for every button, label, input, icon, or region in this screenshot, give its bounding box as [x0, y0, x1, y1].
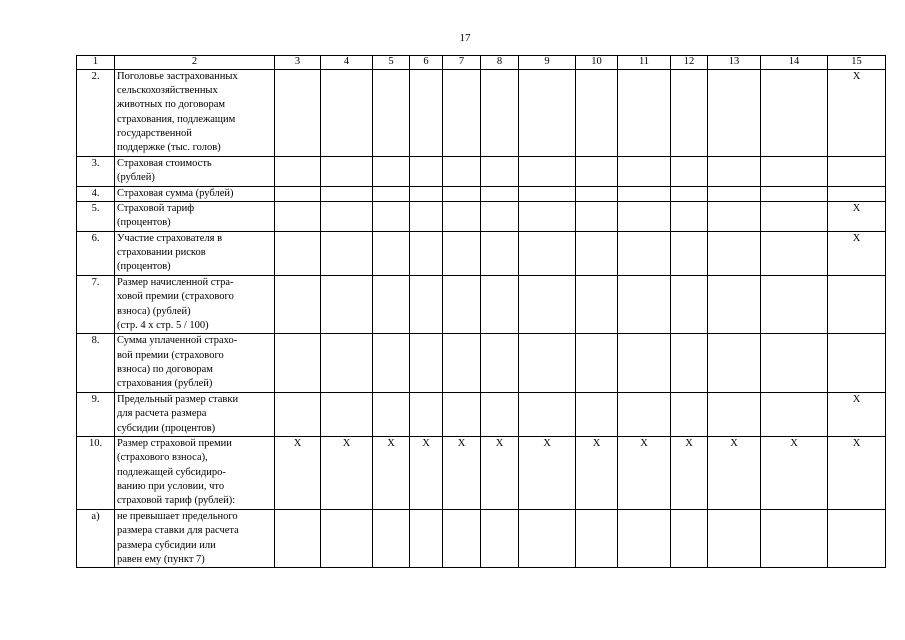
- row-label: [115, 275, 275, 334]
- data-cell: [321, 392, 373, 436]
- row-label-line: страхования, подлежащим: [117, 113, 236, 125]
- data-cell: [576, 69, 618, 156]
- data-cell: [519, 392, 576, 436]
- table-row: [77, 231, 886, 275]
- data-cell: [410, 275, 443, 334]
- row-label-line: Размер страховой премии: [117, 437, 232, 449]
- column-number-header: 8: [481, 56, 519, 70]
- data-cell: [443, 186, 481, 201]
- column-number-header: 5: [373, 56, 410, 70]
- row-label-line: (рублей): [117, 172, 155, 184]
- row-label-line: страхования (рублей): [117, 378, 213, 390]
- row-label: [115, 231, 275, 275]
- data-cell: [443, 231, 481, 275]
- data-cell: [761, 156, 828, 186]
- data-cell: [761, 392, 828, 436]
- data-cell: [576, 201, 618, 231]
- data-cell: [761, 69, 828, 156]
- not-applicable-mark: X: [671, 436, 708, 509]
- data-cell: [618, 275, 671, 334]
- data-cell: [481, 275, 519, 334]
- column-number-header: 11: [618, 56, 671, 70]
- column-number-header: 6: [410, 56, 443, 70]
- data-cell: [618, 186, 671, 201]
- data-cell: [321, 201, 373, 231]
- data-cell: [761, 334, 828, 393]
- data-cell: [671, 69, 708, 156]
- data-cell: [481, 186, 519, 201]
- data-cell: [576, 186, 618, 201]
- row-label-line: Страховая сумма (рублей): [117, 187, 234, 199]
- data-cell: [481, 201, 519, 231]
- not-applicable-mark: X: [410, 436, 443, 509]
- data-cell: [708, 392, 761, 436]
- data-cell: [671, 334, 708, 393]
- row-label-line: ховой премии (страхового: [117, 291, 234, 303]
- data-cell: [443, 201, 481, 231]
- row-number: 9.: [77, 392, 115, 436]
- data-cell: [576, 392, 618, 436]
- row-number: а): [77, 509, 115, 568]
- not-applicable-mark: X: [481, 436, 519, 509]
- data-cell: [443, 69, 481, 156]
- data-cell: [443, 334, 481, 393]
- column-number-header: 9: [519, 56, 576, 70]
- not-applicable-mark: X: [828, 231, 886, 275]
- data-cell: [410, 509, 443, 568]
- column-number-header: 10: [576, 56, 618, 70]
- row-label-line: (процентов): [117, 261, 171, 273]
- table-row: [77, 201, 886, 231]
- data-cell: [410, 392, 443, 436]
- row-label: [115, 201, 275, 231]
- not-applicable-mark: X: [576, 436, 618, 509]
- data-cell: [321, 69, 373, 156]
- row-label-line: размера субсидии или: [117, 539, 216, 551]
- page-number: 17: [459, 32, 471, 44]
- row-label-line: государственной: [117, 128, 192, 140]
- data-cell: [481, 334, 519, 393]
- data-cell: [275, 231, 321, 275]
- data-cell: [761, 231, 828, 275]
- data-cell: [373, 186, 410, 201]
- data-cell: [576, 509, 618, 568]
- data-cell: [481, 156, 519, 186]
- row-label-line: Размер начисленной стра-: [117, 276, 234, 288]
- data-cell: [410, 334, 443, 393]
- data-cell: [321, 231, 373, 275]
- data-cell: [618, 201, 671, 231]
- row-label-line: Поголовье застрахованных: [117, 70, 238, 82]
- data-cell: [519, 509, 576, 568]
- not-applicable-mark: X: [828, 69, 886, 156]
- not-applicable-mark: X: [275, 436, 321, 509]
- data-cell: [519, 69, 576, 156]
- table-row: [77, 436, 886, 509]
- data-cell: [519, 334, 576, 393]
- data-cell: [618, 334, 671, 393]
- data-cell: [618, 156, 671, 186]
- table-row: [77, 156, 886, 186]
- data-cell: [671, 392, 708, 436]
- data-cell: [275, 334, 321, 393]
- data-cell: [576, 156, 618, 186]
- row-number: 3.: [77, 156, 115, 186]
- data-cell: [481, 69, 519, 156]
- row-label-line: взноса) по договорам: [117, 364, 213, 376]
- row-number: 4.: [77, 186, 115, 201]
- data-cell: [519, 275, 576, 334]
- row-label-line: страховании рисков: [117, 247, 206, 259]
- row-number: 10.: [77, 436, 115, 509]
- row-label-line: для расчета размера: [117, 408, 207, 420]
- row-number: 8.: [77, 334, 115, 393]
- data-cell: [708, 156, 761, 186]
- not-applicable-mark: X: [761, 436, 828, 509]
- row-label-line: Сумма уплаченной страхо-: [117, 335, 238, 347]
- not-applicable-mark: X: [321, 436, 373, 509]
- row-number: 5.: [77, 201, 115, 231]
- row-label: [115, 69, 275, 156]
- data-cell: [708, 509, 761, 568]
- row-label: [115, 186, 275, 201]
- column-number-header: 3: [275, 56, 321, 70]
- row-label-line: животных по договорам: [117, 99, 226, 111]
- row-label-line: подлежащей субсидиро-: [117, 466, 226, 478]
- not-applicable-mark: X: [828, 201, 886, 231]
- data-cell: [828, 334, 886, 393]
- row-label-line: поддержке (тыс. голов): [117, 142, 221, 154]
- data-cell: [275, 156, 321, 186]
- data-cell: [671, 231, 708, 275]
- table-row: [77, 392, 886, 436]
- data-cell: [519, 156, 576, 186]
- data-cell: [373, 201, 410, 231]
- data-cell: [618, 231, 671, 275]
- data-cell: [410, 156, 443, 186]
- data-cell: [373, 334, 410, 393]
- data-cell: [828, 509, 886, 568]
- row-label-line: не превышает предельного: [117, 510, 238, 522]
- row-label-line: (стр. 4 х стр. 5 / 100): [117, 319, 209, 331]
- data-cell: [708, 334, 761, 393]
- data-cell: [481, 509, 519, 568]
- data-cell: [481, 231, 519, 275]
- data-cell: [410, 231, 443, 275]
- data-cell: [761, 186, 828, 201]
- column-number-header: 7: [443, 56, 481, 70]
- data-cell: [519, 201, 576, 231]
- data-cell: [373, 156, 410, 186]
- data-cell: [481, 392, 519, 436]
- row-label-line: ванию при условии, что: [117, 481, 225, 493]
- data-cell: [671, 509, 708, 568]
- data-cell: [443, 156, 481, 186]
- row-label: [115, 334, 275, 393]
- row-label-line: Страховая стоимость: [117, 157, 212, 169]
- data-cell: [410, 201, 443, 231]
- row-label-line: Участие страхователя в: [117, 232, 223, 244]
- row-label-line: взноса) (рублей): [117, 305, 191, 317]
- data-cell: [828, 156, 886, 186]
- data-cell: [828, 275, 886, 334]
- data-cell: [373, 231, 410, 275]
- column-number-header: 13: [708, 56, 761, 70]
- data-cell: [373, 69, 410, 156]
- data-cell: [708, 201, 761, 231]
- data-cell: [410, 69, 443, 156]
- data-cell: [275, 186, 321, 201]
- table-row: [77, 69, 886, 156]
- data-cell: [443, 275, 481, 334]
- column-number-header: 12: [671, 56, 708, 70]
- data-cell: [708, 275, 761, 334]
- column-number-header: 1: [77, 56, 115, 70]
- data-cell: [708, 69, 761, 156]
- row-label-line: страховой тариф (рублей):: [117, 495, 236, 507]
- not-applicable-mark: X: [828, 392, 886, 436]
- table-row: [77, 186, 886, 201]
- row-number: 2.: [77, 69, 115, 156]
- data-cell: [519, 186, 576, 201]
- table-row: [77, 509, 886, 568]
- column-number-header: 14: [761, 56, 828, 70]
- not-applicable-mark: X: [828, 436, 886, 509]
- data-cell: [443, 509, 481, 568]
- row-label-line: сельскохозяйственных: [117, 84, 218, 96]
- data-cell: [373, 275, 410, 334]
- not-applicable-mark: X: [519, 436, 576, 509]
- not-applicable-mark: X: [443, 436, 481, 509]
- data-cell: [618, 69, 671, 156]
- data-cell: [321, 156, 373, 186]
- column-number-header: 4: [321, 56, 373, 70]
- data-cell: [410, 186, 443, 201]
- data-cell: [761, 201, 828, 231]
- data-cell: [275, 201, 321, 231]
- data-cell: [671, 186, 708, 201]
- column-number-header: 2: [115, 56, 275, 70]
- table-row: [77, 275, 886, 334]
- data-cell: [671, 275, 708, 334]
- row-number: 7.: [77, 275, 115, 334]
- data-cell: [321, 509, 373, 568]
- row-label-line: субсидии (процентов): [117, 422, 216, 434]
- not-applicable-mark: X: [618, 436, 671, 509]
- data-cell: [373, 509, 410, 568]
- row-label-line: (процентов): [117, 217, 171, 229]
- column-number-header: 15: [828, 56, 886, 70]
- not-applicable-mark: X: [373, 436, 410, 509]
- subsidy-form-table: [76, 55, 886, 568]
- data-cell: [618, 392, 671, 436]
- data-cell: [321, 275, 373, 334]
- row-label: [115, 392, 275, 436]
- data-cell: [519, 231, 576, 275]
- data-cell: [275, 275, 321, 334]
- row-label: [115, 436, 275, 509]
- data-cell: [373, 392, 410, 436]
- row-label-line: равен ему (пункт 7): [117, 553, 205, 565]
- row-label: [115, 156, 275, 186]
- data-cell: [321, 334, 373, 393]
- table-row: [77, 334, 886, 393]
- data-cell: [671, 201, 708, 231]
- data-cell: [275, 509, 321, 568]
- row-label-line: размера ставки для расчета: [117, 525, 239, 537]
- column-number-row: [77, 56, 886, 70]
- data-cell: [708, 231, 761, 275]
- row-label-line: Страховой тариф: [117, 202, 195, 214]
- data-cell: [321, 186, 373, 201]
- data-cell: [618, 509, 671, 568]
- row-label-line: (страхового взноса),: [117, 452, 208, 464]
- data-cell: [708, 186, 761, 201]
- row-label: [115, 509, 275, 568]
- data-cell: [828, 186, 886, 201]
- data-cell: [671, 156, 708, 186]
- row-number: 6.: [77, 231, 115, 275]
- data-cell: [275, 392, 321, 436]
- data-cell: [443, 392, 481, 436]
- data-cell: [576, 231, 618, 275]
- data-cell: [576, 334, 618, 393]
- row-label-line: Предельный размер ставки: [117, 393, 239, 405]
- data-cell: [275, 69, 321, 156]
- data-cell: [761, 509, 828, 568]
- data-cell: [761, 275, 828, 334]
- row-label-line: вой премии (страхового: [117, 349, 224, 361]
- data-cell: [576, 275, 618, 334]
- not-applicable-mark: X: [708, 436, 761, 509]
